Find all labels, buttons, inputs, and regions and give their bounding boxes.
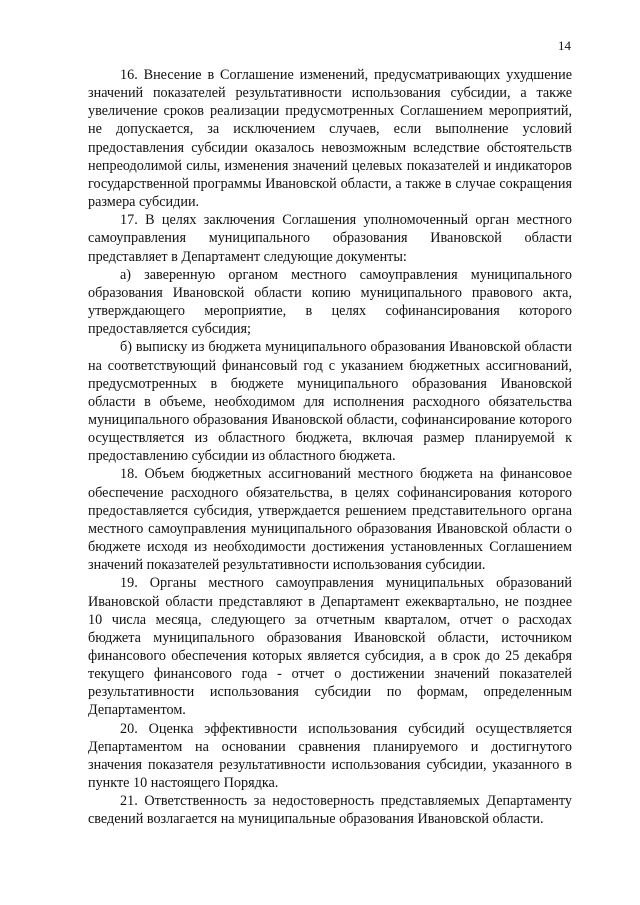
paragraph-20: 20. Оценка эффективности использования субсидий осуществляется Департаментом на основании сравнения планируемого и достигнутого значения показателя результативности использования субсидии, указанного в пункте 10 настоящего Порядка.: [88, 720, 572, 792]
document-body: [88, 66, 572, 829]
paragraph-16: 16. Внесение в Соглашение изменений, предусматривающих ухудшение значений показателей результативности использования субсидии, а также увеличение сроков реализации предусмотренных Соглашением мероприятий, не допускается, за исключением случаев, если выполнение условий предоставления субсидии оказалось невозможным вследствие обстоятельств непреодолимой силы, изменения значений целевых показателей и индикаторов государственной программы Ивановской области, а также в случае сокращения размера субсидии.: [88, 67, 572, 211]
paragraph-17-a: а) заверенную органом местного самоуправления муниципального образования Ивановской области копию муниципального правового акта, утверждающего мероприятие, в целях софинансирования которого предоставляется субсидия;: [88, 266, 572, 338]
paragraph-18: 18. Объем бюджетных ассигнований местного бюджета на финансовое обеспечение расходного обязательства, в целях софинансирования которого предоставляется субсидия, утверждается решением представительного органа местного самоуправления муниципального образования Ивановской области о бюджете исходя из необходимости достижения установленных Соглашением значений показателей результативности использования субсидии.: [88, 466, 572, 574]
paragraph-19: 19. Органы местного самоуправления муниципальных образований Ивановской области представляют в Департамент ежеквартально, не позднее 10 числа месяца, следующего за отчетным кварталом, отчет о расходах бюджета муниципального образования Ивановской области, источником финансового обеспечения которых является субсидия, а в срок до 25 декабря текущего финансового года - отчет о достижении значений показателей результативности использования субсидии по формам, определенным Департаментом.: [88, 575, 572, 719]
page-number: 14: [558, 38, 571, 53]
paragraph-17-b: б) выписку из бюджета муниципального образования Ивановской области на соответствующий финансовый год с указанием бюджетных ассигнований, предусмотренных в бюджете муниципального образования Ивановской области в объеме, необходимом для исполнения расходного обязательства муниципального образования Ивановской области, софинансирование которого осуществляется из областного бюджета, включая размер планируемой к предоставлению субсидии из областного бюджета.: [88, 339, 572, 465]
paragraph-17: 17. В целях заключения Соглашения уполномоченный орган местного самоуправления муниципального образования Ивановской области представляет в Департамент следующие документы:: [88, 212, 572, 265]
paragraph-21: 21. Ответственность за недостоверность представляемых Департаменту сведений возлагается на муниципальные образования Ивановской области.: [88, 793, 572, 828]
